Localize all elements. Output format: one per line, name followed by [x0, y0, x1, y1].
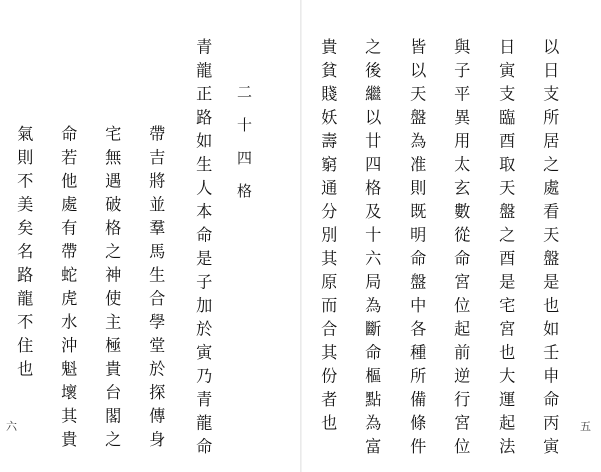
text-column: 帶吉將並羣馬生合學堂於探傳身 — [146, 125, 166, 454]
page-gutter — [300, 0, 302, 472]
text-column: 以日支所居之處看天盤是也如壬申命丙寅 — [540, 38, 560, 461]
text-column: 之後繼以廿四格及十六局為斷命樞點為富 — [362, 38, 382, 461]
text-column: 皆以天盤為准則既明命盤中各種所備條件 — [407, 38, 427, 461]
page-number: 五 — [580, 420, 591, 433]
text-column: 命若他處有帶蛇虎水沖魁壞其貴 — [58, 125, 78, 454]
text-column: 日寅支臨酉取天盤之酉是宅宮也大運起法 — [496, 38, 516, 461]
page-number: 六 — [6, 420, 17, 433]
text-column: 青龍正路如生人本命是子加於寅乃青龍命 — [193, 38, 213, 461]
section-title: 二十四格 — [235, 84, 253, 216]
text-column: 與子平異用太玄數從命宮位起前逆行宮位 — [451, 38, 471, 461]
text-column: 氣則不美矣名路龍不住也 — [14, 125, 34, 384]
text-column: 宅無遇破格之神使主極貴台閣之 — [102, 125, 122, 454]
text-column: 貴貧賤妖壽窮通分別其原而合其份者也 — [318, 38, 338, 438]
